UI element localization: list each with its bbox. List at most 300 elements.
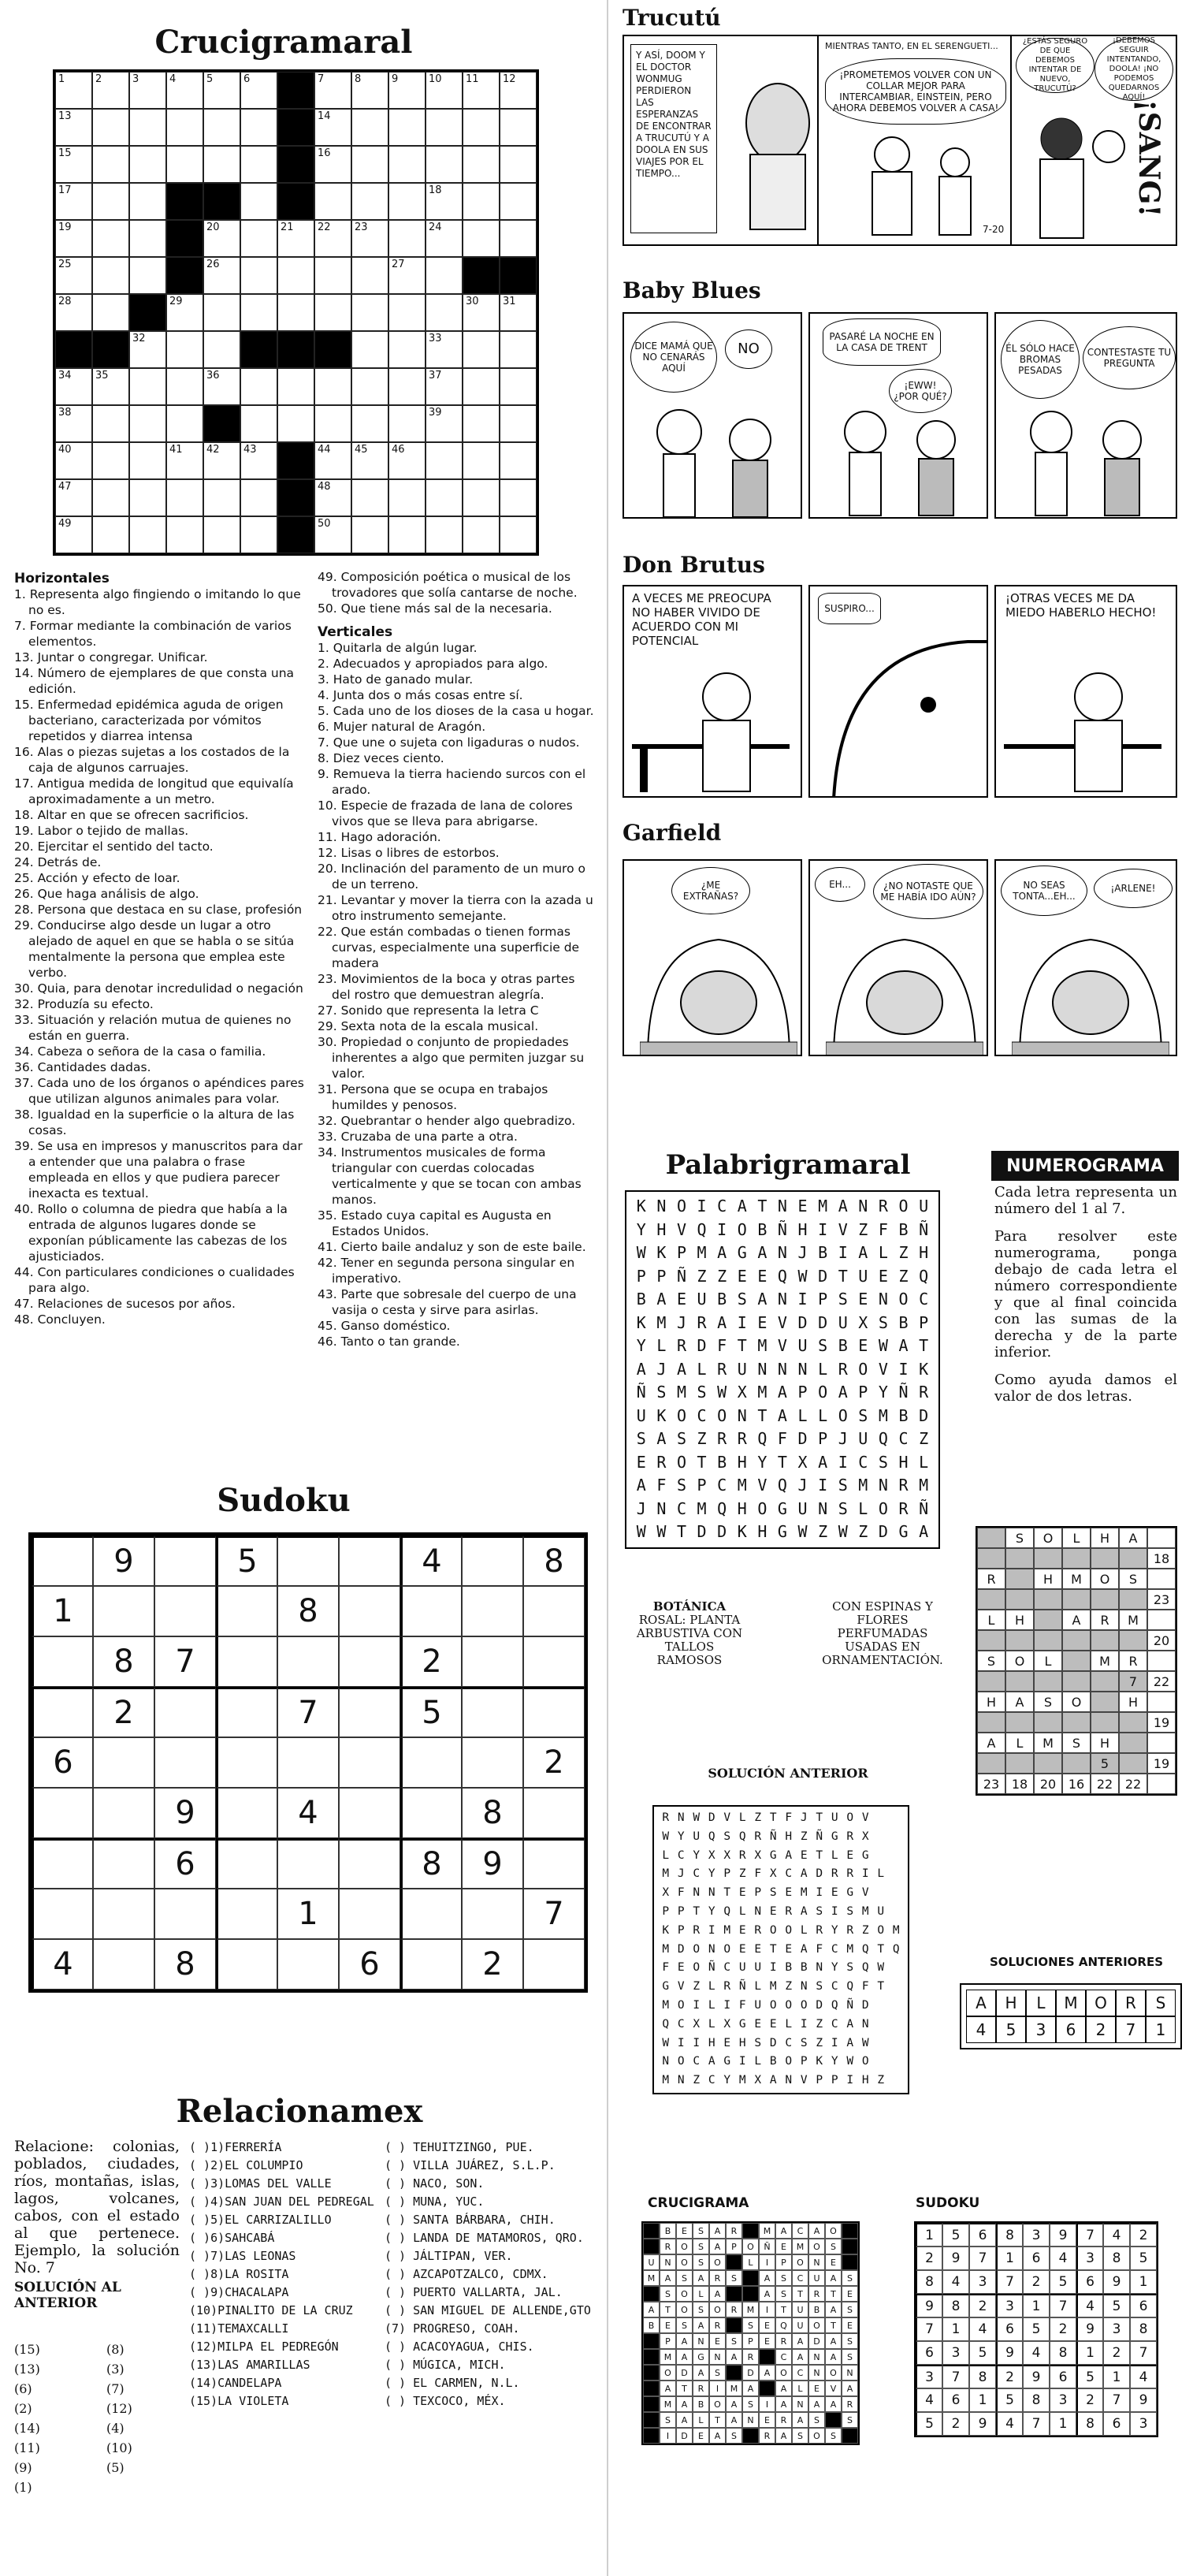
crossword-cell-number: 38 xyxy=(58,407,72,419)
solution-crucigrama-cell: A xyxy=(742,2381,759,2396)
wordsearch-letter: Q xyxy=(861,1961,869,1975)
solution-crucigrama-cell: B xyxy=(643,2317,660,2333)
wordsearch-letter: L xyxy=(708,1980,715,1993)
wordsearch-letter: U xyxy=(693,1830,701,1843)
numerograma-cell: 5 xyxy=(1091,1753,1119,1774)
solution-sudoku-cell: 9 xyxy=(942,2247,969,2270)
numerograma-cell: A xyxy=(1062,1610,1091,1630)
wordsearch-letter: M xyxy=(919,1476,929,1495)
crossword-cell-number: 41 xyxy=(169,444,183,456)
wordsearch-letter: C xyxy=(785,1867,793,1881)
wordsearch-letter: Z xyxy=(816,2036,823,2049)
wordsearch-letter: G xyxy=(769,1848,777,1862)
wordsearch-letter: L xyxy=(708,1998,715,2012)
crossword-cell xyxy=(166,442,203,479)
wordsearch-letter: D xyxy=(797,1429,808,1448)
wordsearch-row xyxy=(658,2034,904,2053)
wordsearch-letter: G xyxy=(737,1243,747,1262)
sudoku-cell xyxy=(32,1687,93,1737)
wordsearch-letter: W xyxy=(662,1830,670,1843)
wordsearch-letter: H xyxy=(797,1219,808,1239)
crossword-cell-number: 13 xyxy=(58,110,72,122)
numerograma-cell xyxy=(1091,1712,1119,1733)
wordsearch-row xyxy=(631,1358,934,1382)
solution-sudoku-cell: 8 xyxy=(996,2223,1023,2247)
wordsearch-letter: I xyxy=(831,1904,838,1918)
numerograma-prev-cell: 1 xyxy=(1146,2016,1176,2043)
donbrutus-panel-3 xyxy=(994,585,1177,798)
relacionamex-item: ( )1)FERRERÍA xyxy=(189,2140,282,2154)
sudoku-cell xyxy=(216,1939,277,1990)
solution-crucigrama-cell: M xyxy=(660,2349,676,2365)
solution-crucigrama-cell: R xyxy=(742,2349,759,2365)
wordsearch-letter: O xyxy=(693,1961,701,1975)
wordsearch-letter: M xyxy=(800,1886,808,1900)
sudoku-grid xyxy=(28,1532,588,1993)
relacionamex-item: (10)PINALITO DE LA CRUZ xyxy=(189,2303,353,2317)
solution-crucigrama-cell: N xyxy=(808,2349,825,2365)
wordsearch-letter: E xyxy=(785,1886,793,1900)
numerograma-cell xyxy=(1147,1569,1176,1589)
wordsearch-letter: O xyxy=(676,1452,686,1472)
solution-crucigrama-cell: O xyxy=(808,2239,825,2254)
wordsearch-letter: D xyxy=(769,2036,777,2049)
numerograma-cell xyxy=(1005,1712,1034,1733)
crossword-cell xyxy=(388,442,426,479)
solution-crucigrama-cell: A xyxy=(759,2286,775,2302)
crossword-cell xyxy=(203,331,240,368)
crossword-cell xyxy=(314,146,351,183)
clue-horizontal: 17. Antigua medida de longitud que equivalía aproximadamente a un metro. xyxy=(14,776,294,806)
wordsearch-letter: C xyxy=(677,2017,685,2031)
clues-heading-horizontal: Horizontales xyxy=(14,571,110,586)
solution-crucigrama-cell: S xyxy=(808,2412,825,2428)
wordsearch-letter: J xyxy=(677,1867,685,1881)
crossword-cell xyxy=(388,516,426,553)
wordsearch-letter: X xyxy=(797,1452,808,1472)
wordsearch-letter: Z xyxy=(877,2074,885,2087)
solution-crucigrama-row xyxy=(643,2365,858,2381)
crossword-cell xyxy=(240,442,277,479)
sudoku-cell xyxy=(32,1838,93,1889)
wordsearch-letter: T xyxy=(816,1848,823,1862)
wordsearch-letter: E xyxy=(757,1312,767,1332)
sudoku-cell: 8 xyxy=(400,1838,462,1889)
crossword-cell xyxy=(92,146,129,183)
trucutu-date: 7-20 xyxy=(983,224,1005,235)
solution-sudoku-cell: 1 xyxy=(969,2388,996,2412)
wordsearch-letter: O xyxy=(800,1998,808,2012)
crossword-cell xyxy=(203,479,240,516)
solution-crucigrama-cell: M xyxy=(643,2270,660,2286)
solution-crucigrama-cell: S xyxy=(676,2270,693,2286)
numerograma-cell xyxy=(1147,1651,1176,1671)
solution-crucigrama-cell: E xyxy=(759,2317,775,2333)
solution-crucigrama-cell: U xyxy=(808,2270,825,2286)
numerograma-cell xyxy=(1005,1589,1034,1610)
wordsearch-letter: E xyxy=(723,2036,731,2049)
solution-crucigrama-cell xyxy=(643,2396,660,2412)
wordsearch-letter: O xyxy=(858,1359,868,1379)
crossword-cell xyxy=(463,516,500,553)
sudoku-cell xyxy=(154,1889,216,1939)
crossword-cell xyxy=(463,109,500,146)
wordsearch-letter: E xyxy=(757,1266,767,1286)
trucutu-bubble-1: ¡PROMETEMOS VOLVER CON UN COLLAR MEJOR PARA INTERCAMBIAR, EINSTEIN, PERO AHORA DEBEMOS VOLVER A CASA! xyxy=(825,58,1006,125)
crossword-cell xyxy=(426,331,463,368)
wordsearch-letter: H xyxy=(919,1243,929,1262)
solution-sudoku-cell: 6 xyxy=(996,2317,1023,2341)
solution-crucigrama-cell: S xyxy=(693,2239,709,2254)
crossword-cell xyxy=(203,257,240,294)
wordsearch-letter: V xyxy=(723,1811,731,1824)
sudoku-cell xyxy=(400,1889,462,1939)
wordsearch-letter: E xyxy=(769,2017,777,2031)
solution-crucigrama-row xyxy=(643,2333,858,2349)
crossword-cell xyxy=(55,405,92,442)
wordsearch-letter: V xyxy=(861,1886,869,1900)
wordsearch-letter: E xyxy=(797,1197,808,1215)
crossword-cell xyxy=(55,479,92,516)
crossword-cell-number: 2 xyxy=(95,73,102,85)
wordsearch-letter: X xyxy=(723,1848,731,1862)
crossword-cell xyxy=(500,109,537,146)
crossword-cell-number: 47 xyxy=(58,481,72,493)
crossword-cell xyxy=(500,72,537,109)
donbrutus-title: Don Brutus xyxy=(623,552,765,578)
solution-crucigrama-cell: A xyxy=(808,2223,825,2239)
crossword-black-cell xyxy=(314,331,351,368)
clue-vertical: 29. Sexta nota de la escala musical. xyxy=(318,1019,539,1033)
solution-crucigrama-cell: A xyxy=(792,2349,808,2365)
crossword-cell xyxy=(203,109,240,146)
sudoku-cell xyxy=(339,1687,400,1737)
clue-vertical: 2. Adecuados y apropiados para algo. xyxy=(318,657,548,671)
wordsearch-letter: S xyxy=(754,2036,762,2049)
wordsearch-letter: L xyxy=(754,2055,762,2068)
crossword-cell xyxy=(314,220,351,257)
wordsearch-letter: N xyxy=(818,1498,828,1518)
sudoku-cell xyxy=(154,1737,216,1788)
wordsearch-letter: O xyxy=(676,1405,686,1425)
relacionamex-title: Relacionamex xyxy=(176,2093,423,2130)
wordsearch-letter: W xyxy=(717,1383,727,1402)
wordsearch-letter: A xyxy=(717,1243,727,1262)
sudoku-cell xyxy=(277,1838,339,1889)
wordsearch-letter: B xyxy=(717,1290,727,1308)
solution-crucigrama-cell: T xyxy=(660,2302,676,2317)
wordsearch-letter: D xyxy=(797,1312,808,1332)
wordsearch-letter: O xyxy=(769,1923,777,1937)
solution-crucigrama-cell: S xyxy=(842,2270,858,2286)
sudoku-cell: 4 xyxy=(32,1939,93,1990)
wordsearch-letter: M xyxy=(697,1243,707,1262)
solution-sudoku-cell: 7 xyxy=(916,2317,942,2341)
wordsearch-letter: O xyxy=(693,1942,701,1956)
numerograma-cell: A xyxy=(977,1733,1005,1753)
wordsearch-letter: N xyxy=(797,1359,808,1379)
solution-sudoku-cell: 1 xyxy=(1130,2270,1157,2294)
botanica-clue-2: CON ESPINAS Y FLORES PERFUMADAS USADAS EN ORNAMENTACIÓN. xyxy=(822,1599,943,1667)
numerograma-cell xyxy=(977,1548,1005,1569)
wordsearch-letter: U xyxy=(831,1811,838,1824)
wordsearch-letter: N xyxy=(878,1290,888,1308)
wordsearch-letter: S xyxy=(697,1383,707,1402)
crossword-cell xyxy=(203,72,240,109)
wordsearch-letter: F xyxy=(777,1429,787,1448)
wordsearch-letter: U xyxy=(737,1359,747,1379)
solution-sudoku-cell: 6 xyxy=(1103,2412,1130,2436)
wordsearch-letter: M xyxy=(738,2074,746,2087)
crossword-cell xyxy=(240,183,277,220)
solution-crucigrama-cell xyxy=(643,2381,660,2396)
solution-sudoku-cell: 4 xyxy=(916,2388,942,2412)
wordsearch-letter: Y xyxy=(831,1923,838,1937)
crossword-cell xyxy=(166,72,203,109)
solution-sudoku-cell: 5 xyxy=(1130,2247,1157,2270)
wordsearch-letter: L xyxy=(831,1848,838,1862)
crossword-cell xyxy=(351,220,388,257)
wordsearch-letter: W xyxy=(636,1243,646,1262)
wordsearch-letter: T xyxy=(877,1942,885,1956)
wordsearch-letter: D xyxy=(697,1522,707,1541)
crossword-cell xyxy=(351,442,388,479)
crossword-cell xyxy=(203,442,240,479)
sudoku-cell xyxy=(462,1586,523,1636)
crossword-cell-number: 37 xyxy=(429,370,442,382)
wordsearch-letter: P xyxy=(831,2074,838,2087)
wordsearch-row xyxy=(631,1312,934,1335)
sudoku-cell xyxy=(93,1586,154,1636)
numerograma-cell: A xyxy=(1119,1528,1147,1548)
solution-sudoku-row xyxy=(916,2317,1157,2341)
crossword-cell-number: 33 xyxy=(429,333,442,344)
wordsearch-letter: E xyxy=(878,1266,888,1286)
solution-sudoku-cell: 1 xyxy=(996,2247,1023,2270)
crossword-cell xyxy=(129,405,166,442)
crossword-grid xyxy=(53,69,539,556)
solution-sudoku-cell: 8 xyxy=(916,2270,942,2294)
clue-horizontal: 25. Acción y efecto de loar. xyxy=(14,871,180,885)
wordsearch-letter: P xyxy=(818,1290,828,1308)
solution-crucigrama-cell: T xyxy=(792,2286,808,2302)
solution-crucigrama-cell: T xyxy=(676,2381,693,2396)
crossword-cell xyxy=(277,257,314,294)
crossword-cell xyxy=(240,109,277,146)
solution-sudoku-cell: 7 xyxy=(942,2365,969,2388)
numerograma-cell: 19 xyxy=(1147,1753,1176,1774)
solution-crucigrama-cell: S xyxy=(775,2270,792,2286)
wordsearch-row xyxy=(658,1922,904,1941)
relacionamex-item: ( )8)LA ROSITA xyxy=(189,2267,289,2281)
crossword-cell-number: 6 xyxy=(243,73,251,85)
wordsearch-letter: F xyxy=(816,1942,823,1956)
garfield-bubble-2: EH... xyxy=(815,867,865,902)
sudoku-cell xyxy=(216,1838,277,1889)
wordsearch-row xyxy=(658,1903,904,1922)
wordsearch-letter: Y xyxy=(636,1219,646,1239)
solution-crucigrama-cell: A xyxy=(676,2396,693,2412)
solution-sudoku-cell: 8 xyxy=(1130,2317,1157,2341)
wordsearch-letter: G xyxy=(831,1830,838,1843)
solution-crucigrama-cell: E xyxy=(693,2428,709,2444)
wordsearch-letter: C xyxy=(723,1961,731,1975)
wordsearch-letter: B xyxy=(898,1219,909,1239)
trucutu-character-1 xyxy=(719,76,837,233)
wordsearch-letter: V xyxy=(677,1980,685,1993)
solution-crucigrama-cell: M xyxy=(660,2396,676,2412)
relacionamex-item: ( ) JÁLTIPAN, VER. xyxy=(385,2249,513,2263)
solution-crucigrama-cell: N xyxy=(660,2254,676,2270)
crossword-cell xyxy=(314,516,351,553)
solution-crucigrama-cell: S xyxy=(693,2302,709,2317)
numerograma-cell: M xyxy=(1119,1610,1147,1630)
solution-crucigrama-cell: A xyxy=(775,2223,792,2239)
wordsearch-grid xyxy=(625,1190,940,1549)
crossword-cell-number: 43 xyxy=(243,444,257,456)
wordsearch-letter: L xyxy=(738,1904,746,1918)
wordsearch-letter: D xyxy=(717,1522,727,1541)
solution-crucigrama-cell xyxy=(742,2428,759,2444)
numerograma-cell xyxy=(1091,1692,1119,1712)
crossword-cell xyxy=(240,516,277,553)
solution-sudoku-row xyxy=(916,2247,1157,2270)
sudoku-cell xyxy=(216,1636,277,1687)
crossword-cell xyxy=(92,479,129,516)
solution-crucigrama-cell: I xyxy=(660,2428,676,2444)
wordsearch-letter: V xyxy=(777,1336,787,1355)
wordsearch-letter: E xyxy=(831,1886,838,1900)
solution-crucigrama-cell: B xyxy=(693,2396,709,2412)
solution-crucigrama-cell: S xyxy=(842,2333,858,2349)
sudoku-cell xyxy=(216,1687,277,1737)
sudoku-cell: 9 xyxy=(93,1536,154,1586)
numerograma-cell xyxy=(977,1712,1005,1733)
wordsearch-letter: M xyxy=(662,1867,670,1881)
crossword-black-cell xyxy=(277,331,314,368)
numerograma-cell xyxy=(1147,1774,1176,1794)
wordsearch-letter: Ñ xyxy=(919,1498,929,1518)
wordsearch-row xyxy=(658,1884,904,1903)
numerograma-cell xyxy=(1034,1671,1062,1692)
wordsearch-letter: G xyxy=(723,2055,731,2068)
trucutu-bubble-2: ¿ESTÁS SEGURO DE QUE DEBEMOS INTENTAR DE NUEVO, TRUCUTÚ? xyxy=(1016,38,1095,93)
solution-item: (10) xyxy=(106,2440,132,2455)
solution-crucigrama-cell: T xyxy=(709,2412,726,2428)
wordsearch-letter: I xyxy=(816,1886,823,1900)
wordsearch-letter: C xyxy=(785,2036,793,2049)
wordsearch-letter: A xyxy=(838,1383,848,1402)
solution-crucigrama-cell: V xyxy=(825,2381,842,2396)
numerograma-prev-cell: S xyxy=(1146,1990,1176,2016)
wordsearch-letter: B xyxy=(717,1452,727,1472)
solution-crucigrama-cell: I xyxy=(759,2302,775,2317)
wordsearch-letter: P xyxy=(797,1383,808,1402)
crossword-cell-number: 26 xyxy=(206,259,220,270)
sudoku-cell xyxy=(462,1636,523,1687)
sudoku-cell xyxy=(400,1586,462,1636)
wordsearch-letter: J xyxy=(656,1359,667,1379)
wordsearch-letter: M xyxy=(676,1383,686,1402)
clue-vertical: 30. Propiedad o conjunto de propiedades inherentes a algo que permiten juzgar su valor. xyxy=(318,1035,585,1081)
solution-crucigrama-cell: P xyxy=(742,2333,759,2349)
wordsearch-letter: T xyxy=(697,1452,707,1472)
wordsearch-letter: P xyxy=(677,1923,685,1937)
sudoku-cell xyxy=(523,1687,585,1737)
solution-crucigrama-cell: S xyxy=(660,2286,676,2302)
wordsearch-row xyxy=(631,1288,934,1312)
solution-crucigrama-cell: O xyxy=(775,2365,792,2381)
crossword-cell-number: 32 xyxy=(132,333,146,344)
wordsearch-letter: N xyxy=(708,1942,715,1956)
wordsearch-letter: L xyxy=(818,1359,828,1379)
wordsearch-letter: V xyxy=(878,1359,888,1379)
solution-sudoku-cell: 6 xyxy=(1023,2247,1050,2270)
crossword-cell xyxy=(203,294,240,331)
wordsearch-letter: M xyxy=(861,1904,869,1918)
solution-crucigrama-cell: S xyxy=(842,2302,858,2317)
wordsearch-letter: I xyxy=(797,1290,808,1308)
wordsearch-letter: V xyxy=(777,1312,787,1332)
wordsearch-letter: Y xyxy=(878,1383,888,1402)
numerograma-cell xyxy=(977,1589,1005,1610)
wordsearch-letter: G xyxy=(898,1522,909,1541)
sudoku-cell xyxy=(339,1586,400,1636)
wordsearch-letter: R xyxy=(656,1452,667,1472)
crossword-cell xyxy=(92,368,129,405)
sudoku-cell xyxy=(339,1788,400,1838)
numerograma-cell xyxy=(1147,1610,1176,1630)
crossword-cell xyxy=(92,516,129,553)
wordsearch-letter: H xyxy=(738,2036,746,2049)
wordsearch-letter: N xyxy=(777,1359,787,1379)
clue-vertical: 20. Inclinación del paramento de un muro o de un terreno. xyxy=(318,862,585,892)
wordsearch-letter: R xyxy=(816,1923,823,1937)
crossword-cell-number: 9 xyxy=(392,73,399,85)
numerograma-cell: R xyxy=(1119,1651,1147,1671)
babyblues-panel-3 xyxy=(994,312,1177,519)
numerograma-prev-cell: H xyxy=(996,1990,1026,2016)
crossword-cell xyxy=(92,294,129,331)
solution-sudoku-cell: 4 xyxy=(996,2412,1023,2436)
wordsearch-letter: R xyxy=(717,1359,727,1379)
garfield-panel-3 xyxy=(994,859,1177,1056)
numerograma-cell xyxy=(1034,1753,1062,1774)
solution-crucigrama-row xyxy=(643,2317,858,2333)
wordsearch-letter: Z xyxy=(738,1867,746,1881)
wordsearch-letter: W xyxy=(878,1336,888,1355)
crossword-black-cell xyxy=(277,442,314,479)
solution-sudoku-row xyxy=(916,2341,1157,2365)
numerograma-cell xyxy=(1062,1548,1091,1569)
crossword-cell-number: 50 xyxy=(318,518,331,530)
crossword-cell xyxy=(129,146,166,183)
sudoku-cell xyxy=(523,1586,585,1636)
crossword-cell-number: 3 xyxy=(132,73,139,85)
clue-vertical: 42. Tener en segunda persona singular en imperativo. xyxy=(318,1256,575,1286)
solution-sudoku-cell: 6 xyxy=(1050,2365,1076,2388)
solution-crucigrama-cell: A xyxy=(693,2270,709,2286)
wordsearch-letter: U xyxy=(754,1961,762,1975)
crossword-cell xyxy=(240,368,277,405)
wordsearch-letter: Y xyxy=(708,1904,715,1918)
wordsearch-letter: M xyxy=(858,1476,868,1495)
sudoku-cell xyxy=(93,1889,154,1939)
donbrutus-panel-2 xyxy=(808,585,988,798)
sudoku-cell: 8 xyxy=(462,1788,523,1838)
crossword-cell xyxy=(129,516,166,553)
solution-crucigrama-cell: T xyxy=(825,2317,842,2333)
